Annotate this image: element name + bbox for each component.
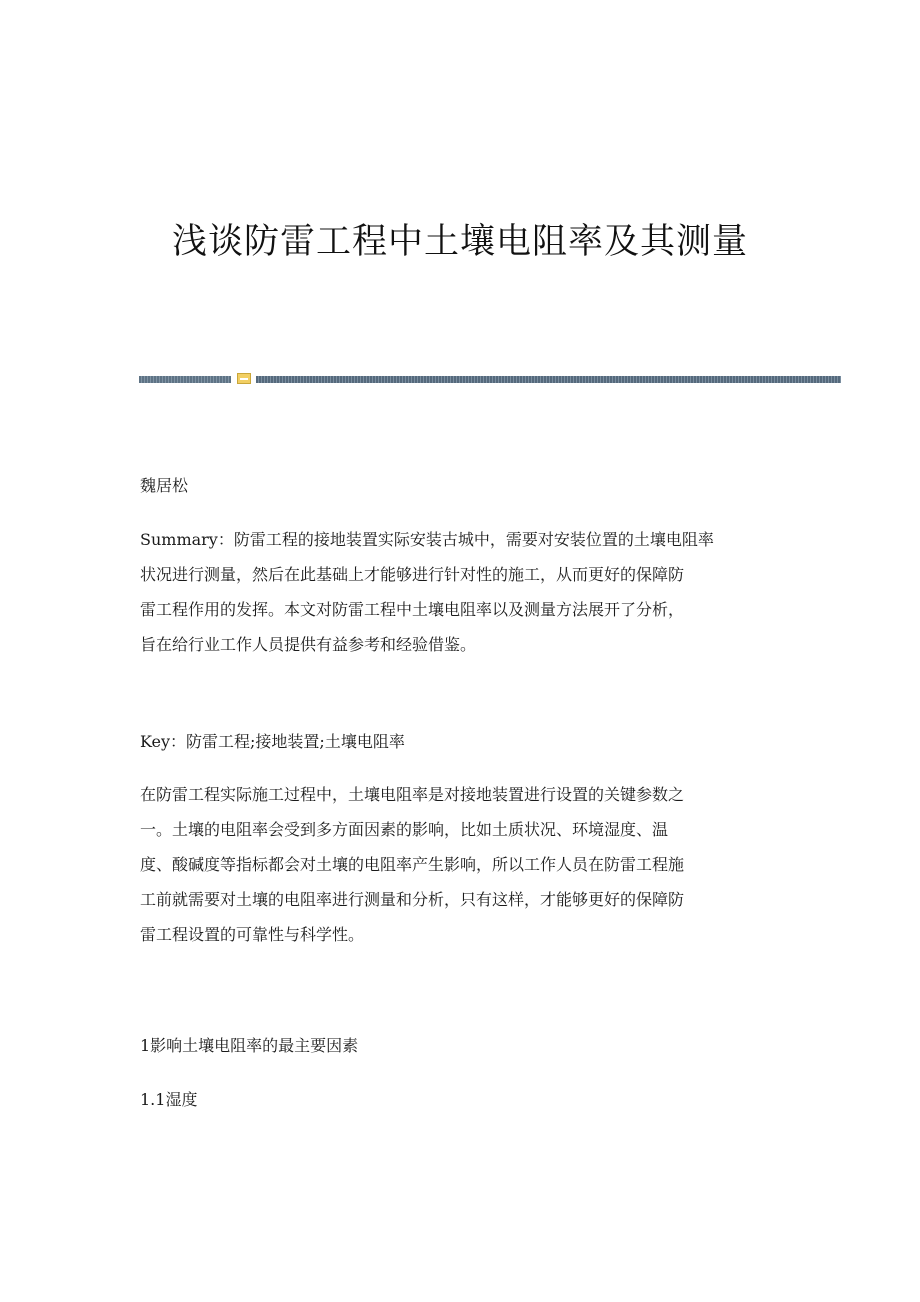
- intro-paragraph: [140, 779, 790, 954]
- summary-paragraph: [140, 524, 790, 664]
- summary-line: Summary：防雷工程的接地装置实际安装古城中，需要对安装位置的土壤电阻率: [140, 530, 714, 549]
- section-heading-1-1: 1.1湿度: [140, 1090, 198, 1109]
- divider-bar-right: [256, 376, 841, 383]
- intro-line: 在防雷工程实际施工过程中，土壤电阻率是对接地装置进行设置的关键参数之: [140, 785, 685, 804]
- intro-line: 工前就需要对土壤的电阻率进行测量和分析，只有这样，才能够更好的保障防: [140, 890, 685, 909]
- intro-line: 一。土壤的电阻率会受到多方面因素的影响，比如土质状况、环境湿度、温: [140, 820, 669, 839]
- summary-line: 状况进行测量，然后在此基础上才能够进行针对性的施工，从而更好的保障防: [140, 565, 685, 584]
- intro-line: 度、酸碱度等指标都会对土壤的电阻率产生影响，所以工作人员在防雷工程施: [140, 855, 685, 874]
- section-heading-1: 1影响土壤电阻率的最主要因素: [140, 1036, 359, 1055]
- summary-line: 雷工程作用的发挥。本文对防雷工程中土壤电阻率以及测量方法展开了分析，: [140, 600, 685, 619]
- divider-bar-left: [139, 376, 231, 383]
- author: 魏居松: [140, 476, 189, 495]
- title-divider: [139, 373, 841, 385]
- keywords: Key：防雷工程;接地装置;土壤电阻率: [140, 732, 405, 751]
- intro-line: 雷工程设置的可靠性与科学性。: [140, 925, 365, 944]
- divider-ornament-icon: [237, 373, 251, 384]
- summary-line: 旨在给行业工作人员提供有益参考和经验借鉴。: [140, 635, 477, 654]
- document-title: 浅谈防雷工程中土壤电阻率及其测量: [171, 222, 748, 262]
